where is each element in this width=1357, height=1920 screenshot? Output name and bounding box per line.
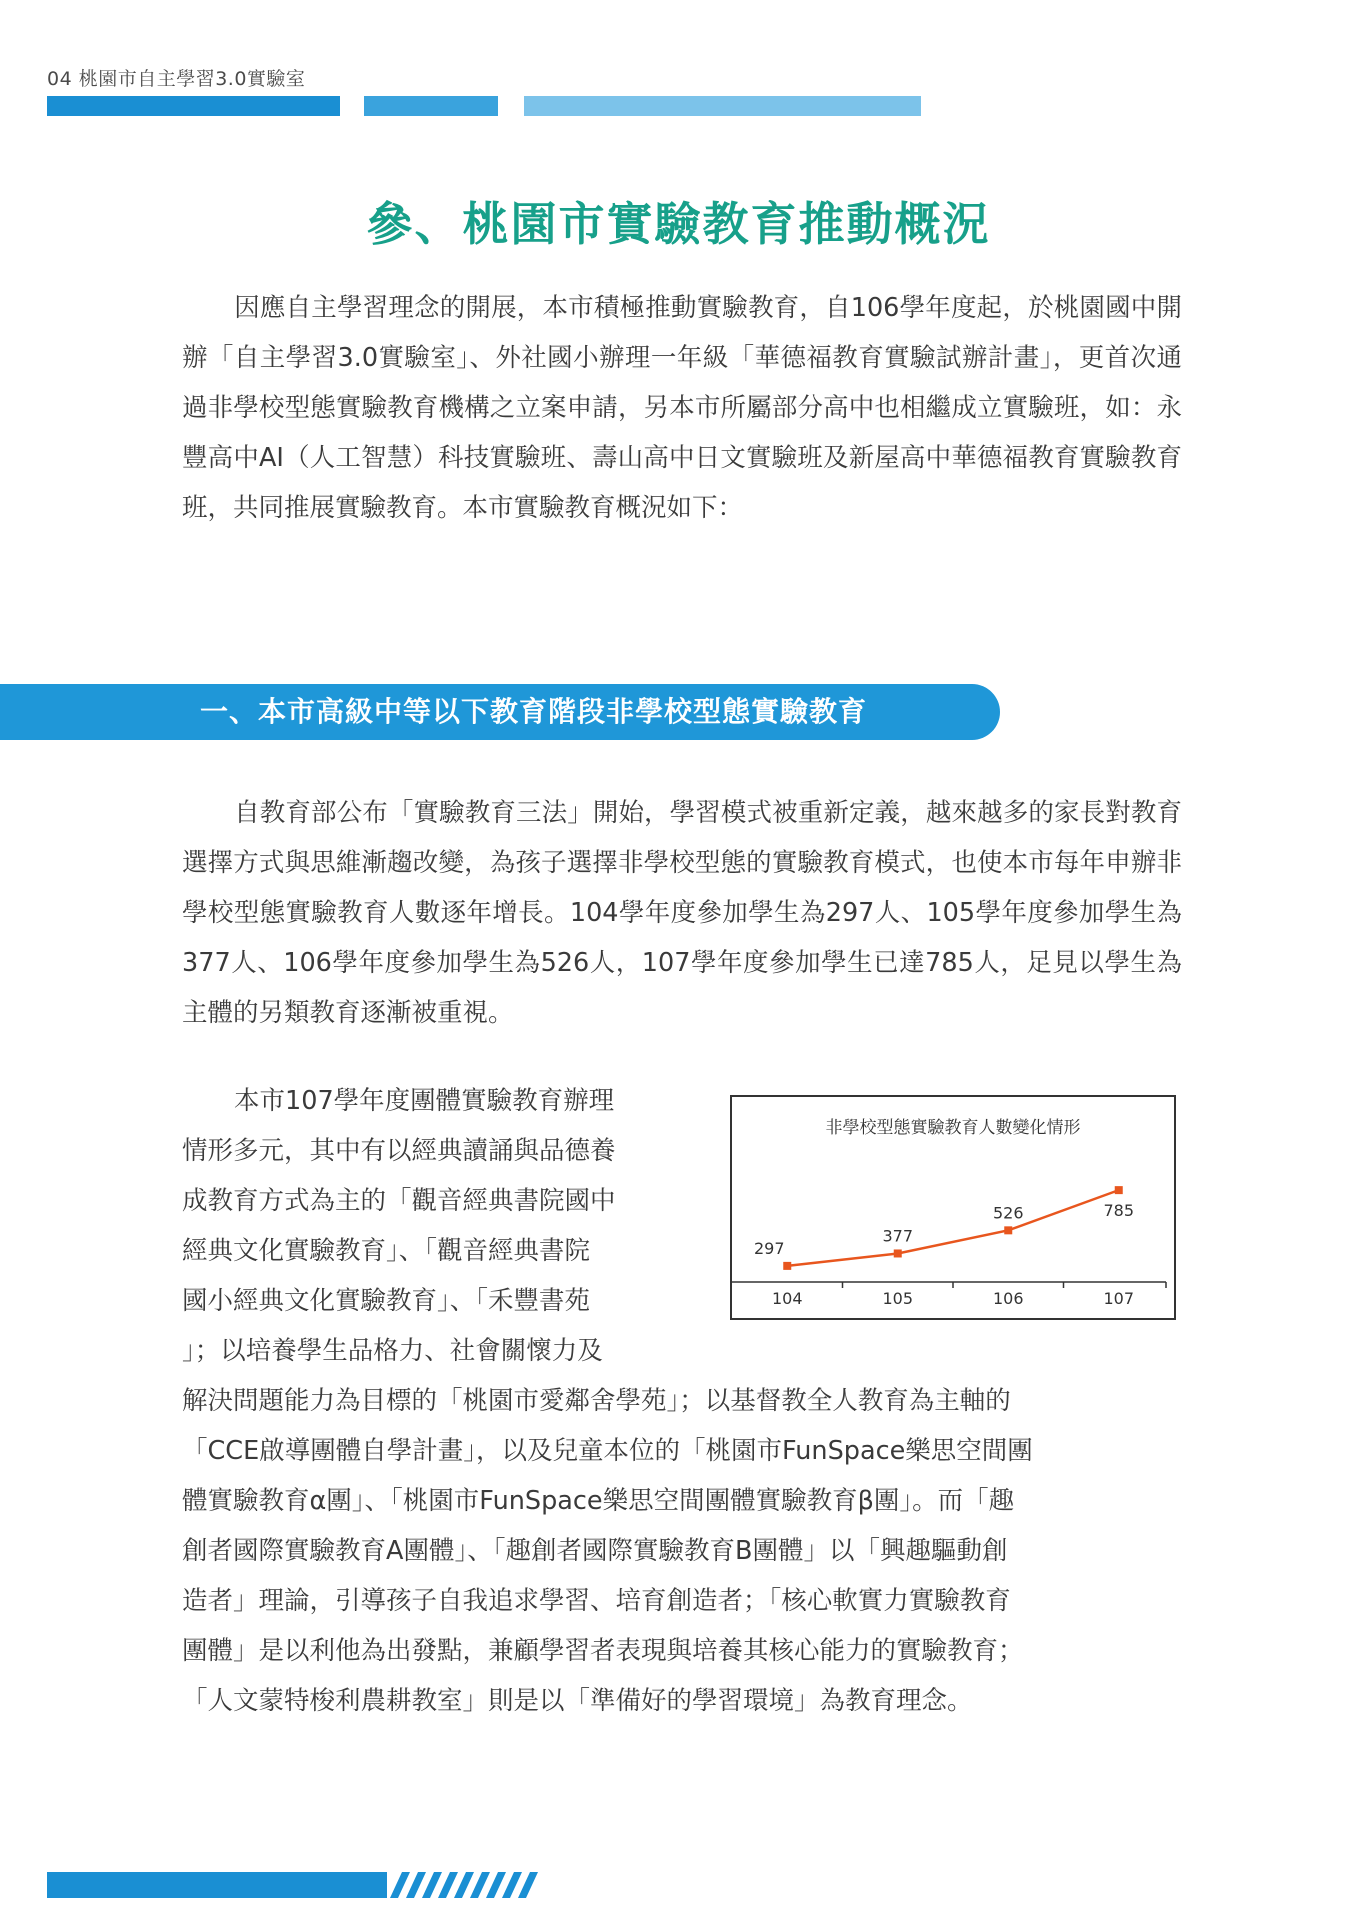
text-line: 體實驗教育α團」、「桃園市FunSpace樂思空間團體實驗教育β團」。而「趣 <box>182 1486 1015 1516</box>
section-paragraph-1-text: 自教育部公布「實驗教育三法」開始，學習模式被重新定義，越來越多的家長對教育選擇方式與思維漸趨改變，為孩子選擇非學校型態的實驗教育模式，也使本市每年申辦非學校型態實驗教育人數逐年增長。104學年度參加學生為297人、105學年度參加學生為377人、106學年度參加學生為526人，107學年度參加學生已達785人，足見以學生為主體的另類教育逐漸被重視。 <box>182 798 1182 1028</box>
text-line: 國小經典文化實驗教育」、「禾豐書苑 <box>182 1286 591 1316</box>
data-label: 377 <box>882 1226 914 1246</box>
data-point <box>1004 1226 1012 1234</box>
text-line: 情形多元，其中有以經典讀誦與品德養 <box>182 1136 616 1166</box>
intro-paragraph <box>182 283 1182 533</box>
running-head: 04 桃園市自主學習3.0實驗室 <box>47 68 306 90</box>
text-line: 「人文蒙特梭利農耕教室」則是以「準備好的學習環境」為教育理念。 <box>182 1686 973 1716</box>
header-bar-light <box>524 96 921 116</box>
text-line: 解決問題能力為目標的「桃園市愛鄰舍學苑」；以基督教全人教育為主軸的 <box>182 1386 1011 1416</box>
line-chart <box>730 1095 1176 1320</box>
series-line-path <box>787 1190 1119 1266</box>
series-line <box>754 1186 1134 1270</box>
text-line: 」；以培養學生品格力、社會關懷力及 <box>182 1336 603 1366</box>
wrapped-text-column <box>182 1076 702 1376</box>
header-bar-dark <box>47 96 340 116</box>
section-paragraph-1 <box>182 788 1182 1038</box>
section-heading-bar <box>0 684 1000 740</box>
chart-canvas <box>732 1097 1174 1318</box>
data-label: 297 <box>753 1238 785 1258</box>
data-point <box>1115 1186 1123 1194</box>
data-point <box>783 1262 791 1270</box>
footer-bar <box>47 1872 387 1898</box>
text-line: 「CCE啟導團體自學計畫」，以及兒童本位的「桃園市FunSpace樂思空間團 <box>182 1436 1033 1466</box>
x-tick-label: 104 <box>771 1289 803 1308</box>
chart-title: 非學校型態實驗教育人數變化情形 <box>825 1118 1081 1138</box>
x-tick-label: 105 <box>882 1289 914 1308</box>
text-line: 創者國際實驗教育A團體」、「趣創者國際實驗教育B團體」以「興趣驅動創 <box>182 1536 1008 1566</box>
x-tick-label: 106 <box>992 1289 1024 1308</box>
chapter-title: 參、桃園市實驗教育推動概況 <box>366 197 991 251</box>
data-label: 526 <box>992 1203 1024 1223</box>
intro-text: 因應自主學習理念的開展，本市積極推動實驗教育，自106學年度起，於桃園國中開辦「自主學習3.0實驗室」、外社國小辦理一年級「華德福教育實驗試辦計畫」，更首次通過非學校型態實驗教育機構之立案申請，另本市所屬部分高中也相繼成立實驗班，如：永豐高中AI（人工智慧）科技實驗班、壽山高中日文實驗班及新屋高中華德福教育實驗教育班，共同推展實驗教育。本市實驗教育概況如下： <box>182 293 1182 523</box>
full-width-text <box>182 1376 1182 1726</box>
header-bar-medium <box>364 96 498 116</box>
footer-stripes <box>390 1872 550 1898</box>
x-axis <box>732 1282 1166 1308</box>
x-tick-label: 107 <box>1103 1289 1135 1308</box>
text-line: 成教育方式為主的「觀音經典書院國中 <box>182 1186 616 1216</box>
text-line: 經典文化實驗教育」、「觀音經典書院 <box>182 1236 591 1266</box>
text-line: 造者」理論，引導孩子自我追求學習、培育創造者；「核心軟實力實驗教育 <box>182 1586 1011 1616</box>
text-line: 團體」是以利他為出發點，兼顧學習者表現與培養其核心能力的實驗教育； <box>182 1636 1024 1666</box>
data-label: 785 <box>1103 1201 1135 1221</box>
data-point <box>894 1249 902 1257</box>
section-heading: 一、本市高級中等以下教育階段非學校型態實驗教育 <box>200 695 868 728</box>
text-line: 本市107學年度團體實驗教育辦理 <box>234 1086 615 1116</box>
